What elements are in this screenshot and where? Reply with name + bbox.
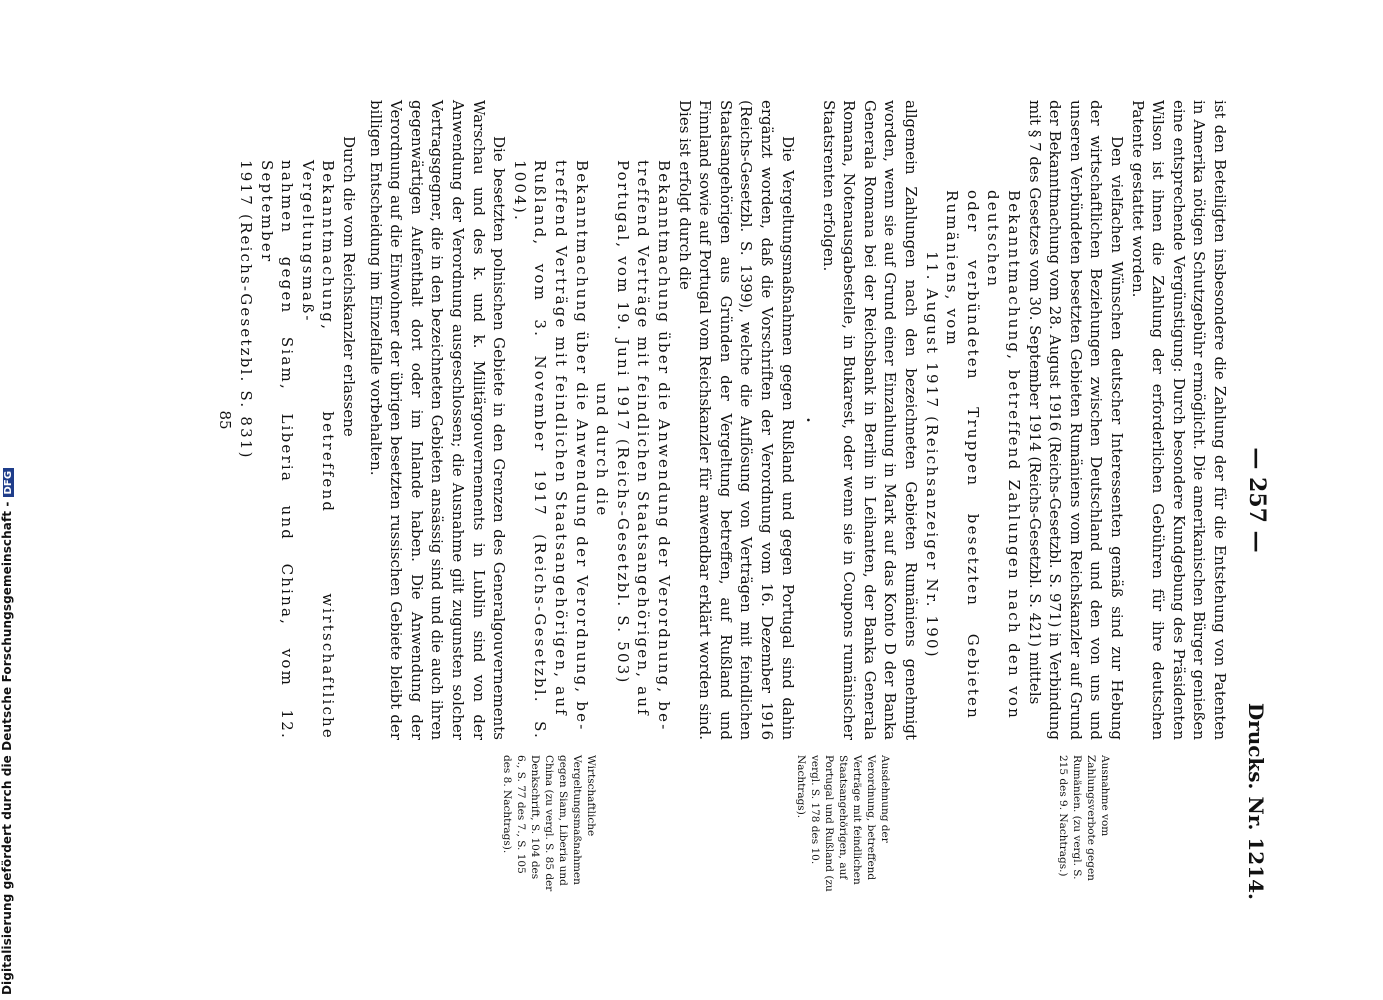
decree-2-line-3: Portugal, vom 19. Juni 1917 (Reichs-Gesetzbl. S. 503): [613, 160, 632, 685]
decree-1-line-3: 11. August 1917 (Reichsanzeiger Nr. 190): [922, 251, 941, 659]
separator-dot: ·: [799, 417, 818, 423]
decree-1-line-1: Bekanntmachung, betreffend Zahlungen nach den von deutschen: [984, 190, 1024, 720]
decree-2-line-1: Bekanntmachung über die Anwendung der Verordnung, be-: [654, 160, 673, 732]
dfg-logo: DFG: [3, 468, 14, 498]
decree-4-line-2: nahmen gegen Siam, Liberia und China, vom 12. September: [257, 160, 297, 740]
decree-4-line-1: Bekanntmachung, betreffend wirtschaftliche Vergeltungsmaß-: [298, 160, 338, 740]
page-number: — 257 —: [1244, 447, 1270, 553]
print-number: Drucks. Nr. 1214.: [1244, 702, 1268, 900]
sidebar: [0, 0, 20, 1000]
margin-note-portugal-russia: Ausdehnung der Verordnung, betreffend Verträge mit feindlichen Staatsangehörigen, auf Portugal und Rußland (zu vergl. S. 178 des 10. Nachtrags).: [795, 755, 891, 892]
scanned-page: [208, 100, 1278, 900]
margin-note-siam-liberia-china: Wirtschaftliche Vergeltungsmaßnahmen gegen Siam, Liberia und China (zu vergl. S. 85 der Denkschrift, S. 104 des 6., S. 77 des 7., S. 105 des 8. Nachtrags).: [501, 755, 597, 892]
page-header: [1240, 100, 1270, 900]
signature-mark: 85: [216, 410, 235, 430]
paragraph-1: ist den Beteiligten insbesondere die Zahlung der für die Entstehung von Patenten in Amerika nötigen Schutzgebühr ermöglicht. Die amerikanischen Bürger genießen eine entsprechende Vergünstigung: Durch besondere Kundgebung des Präsidenten Wilson ist ihnen die Zahlung der erforderlichen Gebühren für ihre deutschen Patente gestattet worden.: [1128, 100, 1229, 740]
decree-block-3: [509, 160, 591, 740]
decree-3-line-2: treffend Verträge mit feindlichen Staatsangehörigen, auf: [552, 160, 570, 717]
decree-3-line-3: Rußland, vom 3. November 1917 (Reichs-Gesetzbl. S. 1004).: [510, 160, 550, 740]
paragraph-4: Die Vergeltungsmaßnahmen gegen Rußland und gegen Portugal sind dahin ergänzt worden, daß die Vorschriften der Verordnung vom 16. Dezember 1916 (Reichs-Gesetzbl. S. 1399), welche die Auflösung von Verträgen mit feindlichen Staatsangehörigen aus Gründen der Vergeltung betreffen, auf Rußland und Finnland sowie auf Portugal vom Reichskanzler für anwendbar erklärt worden sind. Dies ist erfolgt durch die: [675, 100, 797, 740]
decree-block-1: [921, 190, 1024, 720]
credit-text: Digitalisierung gefördert durch die Deutsche Forschungsgemeinschaft -: [0, 501, 14, 995]
decree-1-line-2: oder verbündeten Truppen besetzten Gebieten Rumäniens, vom: [943, 190, 982, 720]
margin-note-romania: Ausnahme vom Zahlungsverbote gegen Rumänien. (zu vergl. S. 215 des 9. Nachtrags.): [1057, 755, 1111, 881]
decree-4-line-3: 1917 (Reichs-Gesetzbl. S. 831): [237, 160, 256, 460]
decree-2-line-2: treffend Verträge mit feindlichen Staatsangehörigen, auf: [634, 160, 653, 717]
decree-block-2: [592, 160, 674, 740]
paragraph-6: Durch die vom Reichskanzler erlassene: [340, 136, 359, 437]
decree-2-line-4: und durch die: [593, 382, 612, 518]
paragraph-2: Den vielfachen Wünschen deutscher Interessenten gemäß sind zur Hebung der wirtschaftlichen Beziehungen zwischen Deutschland und den von uns und unseren Verbündeten besetzten Gebieten Rumäniens vom Reichskanzler auf Grund der Bekanntmachung vom 28. August 1916 (Reichs-Gesetzbl. S. 971) in Verbindung mit § 7 des Gesetzes vom 30. September 1914 (Reichs-Gesetzbl. S. 421) mittels: [1025, 100, 1127, 740]
decree-3-line-1: Bekanntmachung über die Anwendung der Verordnung, be-: [572, 160, 591, 732]
paragraph-3: allgemein Zahlungen nach den bezeichneten Gebieten Rumäniens genehmigt worden, wenn sie auf Grund einer Einzahlung in Mark auf das Konto D der Banka Generala Romana bei der Reichsbank in Berlin in Leihanten, der Banka Generala Romana, Notenausgabestelle, in Bukarest, oder wenn sie in Coupons rumänischer Staatsrenten erfolgen.: [819, 100, 921, 740]
main-text: [215, 100, 1230, 740]
paragraph-5: Die besetzten polnischen Gebiete in den Grenzen des Generalgouvernements Warschau und des k. und k. Militärgouvernements in Lublin sind von der Anwendung der Verordnung ausgeschlossen; die Ausnahme gilt zugunsten solcher Vertragsgegner, die in den bezeichneten Gebieten ansässig sind und die auch ihren gegenwärtigen Aufenthalt dort oder im Inlande haben. Die Anwendung der Verordnung auf die Einwohner der übrigen besetzten russischen Gebiete bleibt der billigen Entscheidung im Einzelfalle vorbehalten.: [366, 100, 509, 740]
decree-block-4: [236, 160, 339, 740]
digitization-credit: [0, 468, 14, 995]
